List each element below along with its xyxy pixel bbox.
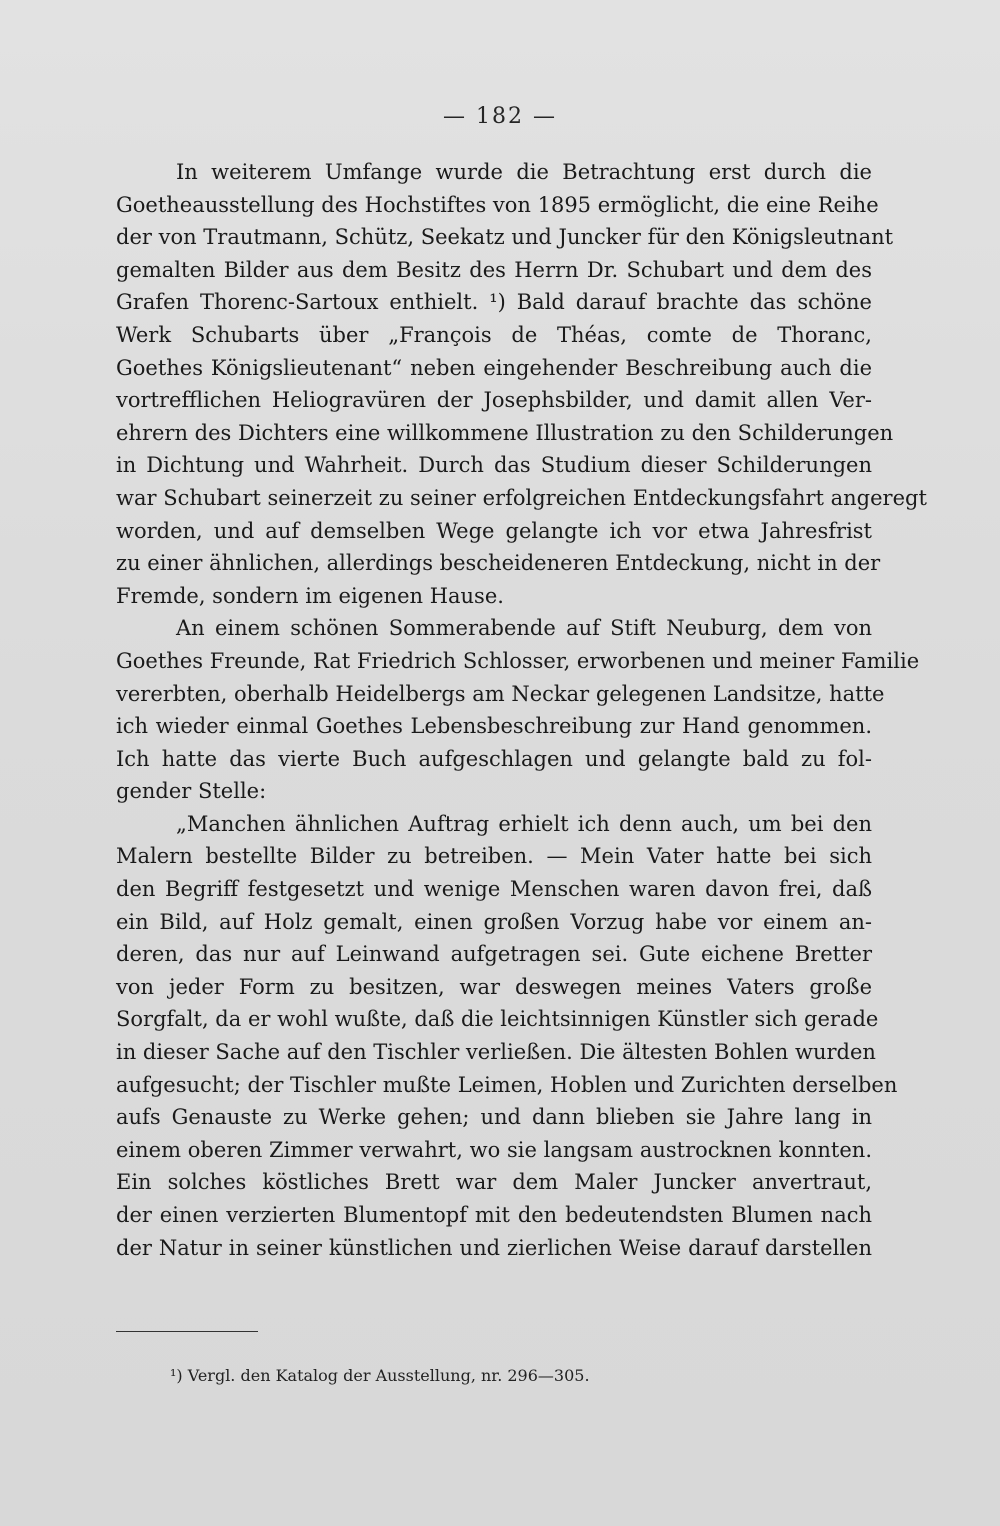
text-line: einem oberen Zimmer verwahrt, wo sie langsam austrocknen konnten. xyxy=(116,1137,872,1162)
page-number: — 182 — xyxy=(443,104,557,129)
text-line: gemalten Bilder aus dem Besitz des Herrn Dr. Schubart und dem des xyxy=(116,257,872,282)
text-line: vortrefflichen Heliogravüren der Josephsbilder, und damit allen Ver- xyxy=(116,388,872,413)
footnote-rule xyxy=(116,1331,258,1332)
text-line: zu einer ähnlichen, allerdings bescheideneren Entdeckung, nicht in der xyxy=(116,551,881,576)
text-line: gender Stelle: xyxy=(116,779,267,804)
text-line: den Begriff festgesetzt und wenige Menschen waren davon frei, daß xyxy=(116,877,872,902)
text-line: Sorgfalt, da er wohl wußte, daß die leichtsinnigen Künstler sich gerade xyxy=(116,1007,879,1032)
text-line: vererbten, oberhalb Heidelbergs am Neckar gelegenen Landsitze, hatte xyxy=(116,681,885,706)
text-line: der von Trautmann, Schütz, Seekatz und Juncker für den Königsleutnant xyxy=(116,225,894,250)
text-line: in Dichtung und Wahrheit. Durch das Studium dieser Schilderungen xyxy=(116,453,872,478)
text-line: Goethes Freunde, Rat Friedrich Schlosser, erworbenen und meiner Familie xyxy=(116,648,920,673)
text-line: Goethes Königslieutenant“ neben eingehender Beschreibung auch die xyxy=(116,355,872,380)
text-line: Goetheausstellung des Hochstiftes von 1895 ermöglicht, die eine Reihe xyxy=(116,192,879,217)
text-line: Werk Schubarts über „François de Théas, comte de Thoranc, xyxy=(116,322,872,347)
text-line: Ich hatte das vierte Buch aufgeschlagen und gelangte bald zu fol- xyxy=(116,746,872,771)
text-line: Malern bestellte Bilder zu betreiben. — Mein Vater hatte bei sich xyxy=(116,844,872,869)
text-line: war Schubart seinerzeit zu seiner erfolgreichen Entdeckungsfahrt angeregt xyxy=(116,485,927,510)
text-line: In weiterem Umfange wurde die Betrachtung erst durch die xyxy=(176,160,872,184)
text-line: worden, und auf demselben Wege gelangte ich vor etwa Jahresfrist xyxy=(116,518,872,543)
text-line: der Natur in seiner künstlichen und zierlichen Weise darauf darstellen xyxy=(116,1235,872,1260)
text-line: Ein solches köstliches Brett war dem Maler Juncker anvertraut, xyxy=(116,1170,872,1195)
text-line: An einem schönen Sommerabende auf Stift Neuburg, dem von xyxy=(176,616,872,641)
text-line: Grafen Thorenc-Sartoux enthielt. ¹) Bald darauf brachte das schöne xyxy=(116,290,872,315)
text-line: von jeder Form zu besitzen, war deswegen meines Vaters große xyxy=(116,974,872,999)
text-line: ehrern des Dichters eine willkommene Illustration zu den Schilderungen xyxy=(116,420,894,445)
footnote: ¹) Vergl. den Katalog der Ausstellung, nr. 296—305. xyxy=(170,1366,590,1385)
text-line: Fremde, sondern im eigenen Hause. xyxy=(116,583,504,608)
text-line: der einen verzierten Blumentopf mit den bedeutendsten Blumen nach xyxy=(116,1203,872,1227)
text-line: aufs Genauste zu Werke gehen; und dann blieben sie Jahre lang in xyxy=(116,1105,872,1130)
text-line: deren, das nur auf Leinwand aufgetragen sei. Gute eichene Bretter xyxy=(116,942,872,967)
text-line: aufgesucht; der Tischler mußte Leimen, Hoblen und Zurichten derselben xyxy=(116,1072,898,1097)
text-line: ich wieder einmal Goethes Lebensbeschreibung zur Hand genommen. xyxy=(116,714,872,739)
text-line: „Manchen ähnlichen Auftrag erhielt ich denn auch, um bei den xyxy=(176,811,872,836)
body-text xyxy=(116,156,927,1264)
text-line: ein Bild, auf Holz gemalt, einen großen Vorzug habe vor einem an- xyxy=(116,909,872,934)
text-line: in dieser Sache auf den Tischler verließen. Die ältesten Bohlen wurden xyxy=(116,1040,876,1065)
